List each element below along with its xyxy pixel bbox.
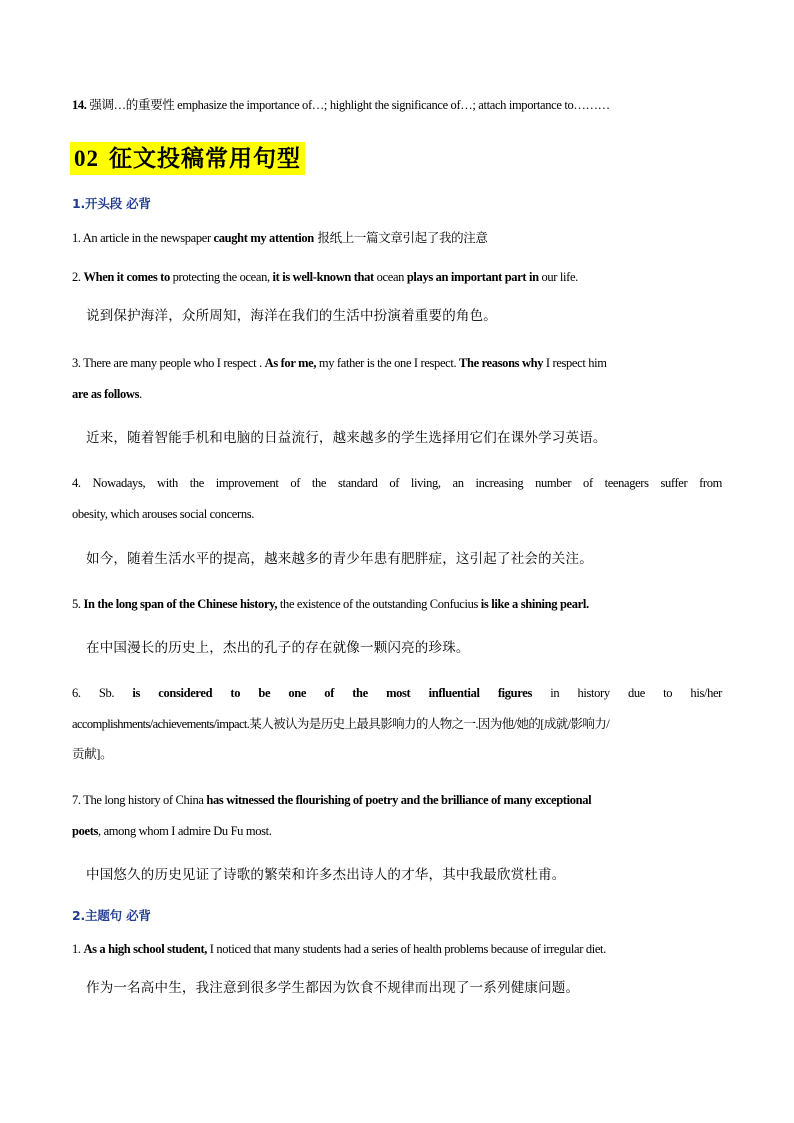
text-run: our life. bbox=[538, 270, 578, 284]
text-run: 7. The long history of China bbox=[72, 793, 207, 807]
keyphrase: is like a shining pearl. bbox=[480, 597, 589, 611]
subheading-label: 开头段 必背 bbox=[85, 196, 151, 211]
text-run: 2. bbox=[72, 270, 84, 284]
text-run: I respect him bbox=[543, 356, 607, 370]
text-run: 5. bbox=[72, 597, 84, 611]
section-heading bbox=[70, 142, 305, 175]
sentence-4-translation: 如今，随着生活水平的提高，越来越多的青少年患有肥胖症，这引起了社会的关注。 bbox=[86, 551, 593, 567]
text-run: , among whom I admire Du Fu most. bbox=[98, 824, 272, 838]
keyphrase: caught my attention bbox=[213, 231, 314, 245]
sentence-3-line-2 bbox=[72, 386, 722, 402]
keyphrase: are as follows bbox=[72, 387, 140, 401]
keyphrase: When it comes to bbox=[83, 270, 170, 284]
text-run: in history due to his/her bbox=[531, 686, 722, 700]
translation-inline: 报纸上一篇文章引起了我的注意 bbox=[313, 230, 488, 245]
keyphrase: it is well-known that bbox=[272, 270, 374, 284]
keyphrase: The reasons why bbox=[459, 356, 544, 370]
text-run: I noticed that many students had a series of health problems because of irregular diet. bbox=[207, 942, 606, 956]
sentence-5 bbox=[72, 596, 722, 612]
text-run: my father is the one I respect. bbox=[316, 356, 460, 370]
sentence-4-line-2: obesity, which arouses social concerns. bbox=[72, 507, 255, 521]
item-14 bbox=[72, 97, 722, 113]
sentence-6-line-2: accomplishments/achievements/impact.某人被认为是历史上最具影响力的人物之一.因为他/她的[成就/影响力/ bbox=[72, 717, 610, 731]
text-run: 1. bbox=[72, 942, 84, 956]
text-run: 3. There are many people who I respect . bbox=[72, 356, 265, 370]
sentence-2 bbox=[72, 269, 722, 285]
topic-sentence-1-translation: 作为一名高中生，我注意到很多学生都因为饮食不规律而出现了一系列健康问题。 bbox=[86, 980, 580, 996]
text-run: the existence of the outstanding Confucius bbox=[277, 597, 481, 611]
subheading-opening bbox=[72, 196, 151, 212]
subheading-label: 主题句 必背 bbox=[85, 908, 151, 923]
sentence-3-translation: 近来，随着智能手机和电脑的日益流行，越来越多的学生选择用它们在课外学习英语。 bbox=[86, 430, 607, 446]
sentence-5-translation: 在中国漫长的历史上，杰出的孔子的存在就像一颗闪亮的珍珠。 bbox=[86, 640, 470, 656]
sentence-3 bbox=[72, 355, 722, 371]
sentence-2-translation: 说到保护海洋，众所周知，海洋在我们的生活中扮演着重要的角色。 bbox=[86, 308, 497, 324]
sentence-7-translation: 中国悠久的历史见证了诗歌的繁荣和许多杰出诗人的才华，其中我最欣赏杜甫。 bbox=[86, 867, 566, 883]
keyphrase: In the long span of the Chinese history, bbox=[83, 597, 278, 611]
topic-sentence-1 bbox=[72, 941, 722, 957]
item-14-number: 14. bbox=[72, 98, 87, 112]
subheading-number: 2. bbox=[72, 908, 86, 923]
sentence-6-line-1 bbox=[72, 685, 722, 701]
text-run: . bbox=[139, 387, 142, 401]
keyphrase: is considered to be one of the most influential figures bbox=[132, 686, 532, 700]
text-run: 1. An article in the newspaper bbox=[72, 231, 214, 245]
sentence-7 bbox=[72, 792, 722, 808]
sentence-1 bbox=[72, 230, 722, 246]
subheading-number: 1. bbox=[72, 196, 86, 211]
sentence-4-line-1: 4. Nowadays, with the improvement of the standard of living, an increasing number of teenagers suffer from bbox=[72, 476, 722, 490]
section-title: 征文投稿常用句型 bbox=[109, 146, 301, 172]
subheading-topic bbox=[72, 908, 151, 924]
sentence-7-line-2 bbox=[72, 823, 722, 839]
section-number: 02 bbox=[74, 146, 99, 171]
text-run: 6. Sb. bbox=[72, 686, 133, 700]
item-14-text: 强调…的重要性 emphasize the importance of…; highlight the significance of…; attach importance to……… bbox=[86, 98, 610, 112]
keyphrase: As for me, bbox=[264, 356, 317, 370]
keyphrase: has witnessed the flourishing of poetry and the brilliance of many exceptional bbox=[206, 793, 592, 807]
text-run: protecting the ocean, bbox=[169, 270, 273, 284]
keyphrase: poets bbox=[72, 824, 99, 838]
text-run: ocean bbox=[373, 270, 407, 284]
sentence-6-line-3: 贡献]。 bbox=[72, 747, 113, 761]
keyphrase: As a high school student, bbox=[83, 942, 208, 956]
keyphrase: plays an important part in bbox=[406, 270, 539, 284]
